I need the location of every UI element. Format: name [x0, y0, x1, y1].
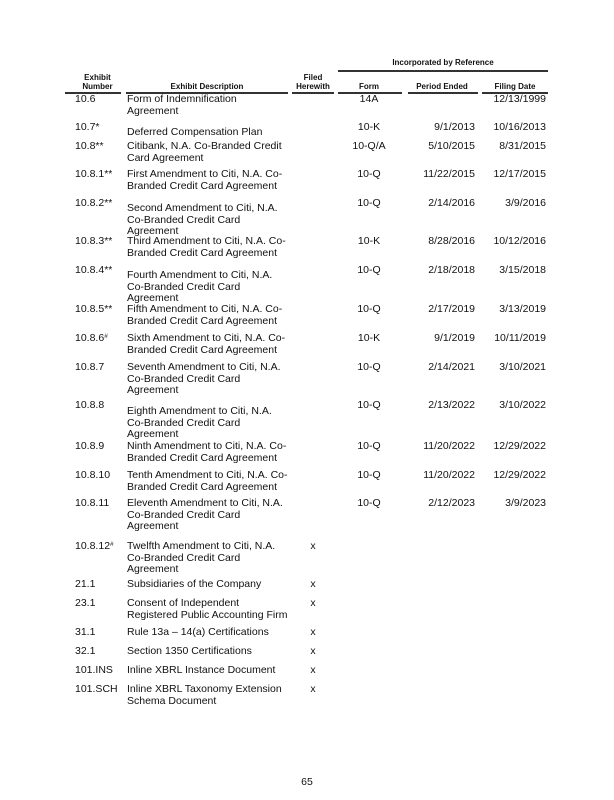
exhibit-number-text: 10.8.9	[75, 440, 105, 452]
exhibit-description: Eighth Amendment to Citi, N.A. Co-Branded Credit Card Agreement	[127, 405, 272, 440]
exhibit-description: First Amendment to Citi, N.A. Co-Branded Credit Card Agreement	[127, 168, 283, 192]
exhibit-number	[75, 122, 100, 134]
exhibit-number	[75, 141, 104, 153]
header-line: Exhibit	[84, 73, 111, 82]
exhibit-number-text: 10.8.11	[75, 497, 110, 509]
filed-herewith-mark: x	[310, 540, 316, 552]
period-ended: 2/13/2022	[428, 399, 475, 411]
filing-date: 3/10/2022	[499, 399, 546, 411]
exhibit-description-header: Exhibit Description	[170, 82, 244, 91]
exhibit-number	[75, 598, 95, 610]
exhibit-number	[75, 265, 112, 277]
period-ended: 5/10/2015	[428, 140, 475, 152]
form: 10-K	[357, 121, 381, 133]
exhibit-number-text: 10.8**	[75, 140, 104, 152]
exhibit-description: Rule 13a – 14(a) Certifications	[127, 626, 269, 638]
period-ended: 2/14/2021	[428, 361, 475, 373]
filed-herewith-mark: x	[310, 626, 316, 638]
exhibit-number	[75, 470, 110, 482]
period-ended: 11/20/2022	[423, 440, 475, 452]
filing-date: 3/13/2019	[499, 303, 546, 315]
form: 10-Q	[357, 469, 381, 481]
filing-date: 3/15/2018	[499, 264, 546, 276]
exhibit-number-text: 32.1	[75, 645, 96, 657]
exhibit-number-text: 10.8.5**	[75, 303, 113, 315]
filing-date: 12/29/2022	[493, 440, 546, 452]
exhibit-number	[75, 441, 104, 453]
exhibit-description: Sixth Amendment to Citi, N.A. Co-Branded Credit Card Agreement	[127, 332, 286, 356]
exhibit-description: Inline XBRL Taxonomy Extension Schema Document	[127, 683, 282, 707]
filing-date: 8/31/2015	[499, 140, 546, 152]
group-rule	[338, 70, 548, 72]
period-ended: 9/1/2019	[434, 332, 475, 344]
header-rule	[408, 92, 478, 94]
exhibit-number	[75, 579, 95, 591]
form: 10-Q	[357, 197, 381, 209]
filing-date: 12/13/1999	[493, 93, 546, 105]
period-ended: 11/20/2022	[423, 469, 475, 481]
exhibit-number	[75, 665, 113, 677]
exhibit-description: Subsidiaries of the Company	[127, 578, 262, 590]
exhibit-description: Inline XBRL Instance Document	[127, 664, 276, 676]
footnote-marker: #	[110, 541, 114, 548]
form: 10-Q	[357, 399, 381, 411]
exhibit-number	[75, 333, 108, 345]
exhibit-number	[75, 304, 112, 316]
header-line: Number	[82, 82, 113, 91]
exhibit-description: Twelfth Amendment to Citi, N.A. Co-Branded Credit Card Agreement	[127, 540, 276, 575]
exhibit-number	[75, 646, 95, 658]
exhibit-number-text: 23.1	[75, 597, 96, 609]
form: 10-Q	[357, 264, 381, 276]
exhibit-number	[75, 627, 95, 639]
exhibit-description: Eleventh Amendment to Citi, N.A. Co-Branded Credit Card Agreement	[127, 497, 283, 532]
exhibit-description: Fourth Amendment to Citi, N.A. Co-Branded Credit Card Agreement	[127, 269, 273, 304]
exhibit-description: Fifth Amendment to Citi, N.A. Co-Branded Credit Card Agreement	[127, 303, 283, 327]
period-ended: 2/18/2018	[428, 264, 475, 276]
filed-herewith-mark: x	[310, 645, 316, 657]
header-line: Herewith	[296, 82, 330, 91]
form: 10-Q	[357, 497, 381, 509]
incorporated-by-reference-header: Incorporated by Reference	[392, 58, 494, 67]
exhibit-description: Citibank, N.A. Co-Branded Credit Card Agreement	[127, 140, 282, 164]
exhibit-description: Second Amendment to Citi, N.A. Co-Branded Credit Card Agreement	[127, 202, 278, 237]
filing-date: 3/9/2023	[505, 497, 546, 509]
period-ended: 2/12/2023	[428, 497, 475, 509]
exhibit-number-text: 10.7*	[75, 121, 100, 133]
exhibit-description: Form of Indemnification Agreement	[127, 93, 237, 117]
exhibit-number-text: 10.8.10	[75, 469, 111, 481]
exhibit-number	[75, 498, 109, 510]
form-header: Form	[359, 82, 379, 91]
period-ended: 2/17/2019	[428, 303, 475, 315]
exhibit-number-text: 101.INS	[75, 664, 113, 676]
exhibit-number-text: 10.6	[75, 93, 96, 105]
filing-date-header: Filing Date	[494, 82, 536, 91]
filing-date: 10/16/2013	[493, 121, 546, 133]
footnote-marker: #	[104, 333, 108, 340]
exhibit-number	[75, 169, 112, 181]
form: 10-K	[357, 235, 381, 247]
filed-herewith-header	[292, 73, 334, 91]
header-rule	[292, 92, 334, 94]
form: 10-Q	[357, 361, 381, 373]
exhibit-number	[75, 400, 104, 412]
filing-date: 10/11/2019	[494, 332, 546, 344]
exhibit-number-text: 10.8.4**	[75, 264, 113, 276]
exhibit-number	[75, 198, 112, 210]
exhibit-number-text: 10.8.1**	[75, 168, 113, 180]
filing-date: 3/10/2021	[499, 361, 546, 373]
filed-herewith-mark: x	[310, 578, 316, 590]
exhibit-number-text: 21.1	[75, 578, 96, 590]
exhibit-number-text: 10.8.8	[75, 399, 105, 411]
filed-herewith-mark: x	[310, 683, 316, 695]
period-ended-header: Period Ended	[416, 82, 468, 91]
exhibit-description: Ninth Amendment to Citi, N.A. Co-Branded Credit Card Agreement	[127, 440, 287, 464]
exhibit-number	[75, 362, 104, 374]
filing-date: 10/12/2016	[493, 235, 546, 247]
header-line: Filed	[303, 73, 323, 82]
filing-date: 12/29/2022	[493, 469, 546, 481]
period-ended: 8/28/2016	[428, 235, 475, 247]
filing-date: 3/9/2016	[505, 197, 546, 209]
exhibit-number-text: 10.8.3**	[75, 235, 113, 247]
exhibit-number-text: 10.8.6	[75, 332, 105, 344]
form: 14A	[359, 93, 379, 105]
form: 10-Q	[357, 168, 381, 180]
period-ended: 11/22/2015	[423, 168, 475, 180]
exhibit-description: Seventh Amendment to Citi, N.A. Co-Branded Credit Card Agreement	[127, 361, 281, 396]
form: 10-K	[357, 332, 381, 344]
page-number: 65	[301, 776, 313, 788]
exhibit-description: Section 1350 Certifications	[127, 645, 252, 657]
exhibit-description: Deferred Compensation Plan	[127, 126, 263, 138]
exhibit-description: Tenth Amendment to Citi, N.A. Co-Branded Credit Card Agreement	[127, 469, 288, 493]
form: 10-Q	[357, 440, 381, 452]
exhibit-number-text: 31.1	[75, 626, 96, 638]
period-ended: 9/1/2013	[434, 121, 475, 133]
exhibit-description: Consent of Independent Registered Public Accounting Firm	[127, 597, 288, 621]
filing-date: 12/17/2015	[493, 168, 546, 180]
exhibit-number	[75, 236, 112, 248]
filed-herewith-mark: x	[310, 664, 316, 676]
exhibit-number-header	[75, 73, 120, 91]
filed-herewith-mark: x	[310, 597, 316, 609]
exhibit-number-text: 10.8.12	[75, 540, 111, 552]
exhibit-number	[75, 684, 118, 696]
exhibit-number	[75, 541, 114, 553]
exhibit-description: Third Amendment to Citi, N.A. Co-Branded Credit Card Agreement	[127, 235, 286, 259]
period-ended: 2/14/2016	[428, 197, 475, 209]
form: 10-Q/A	[352, 140, 386, 152]
exhibit-number	[75, 94, 95, 106]
form: 10-Q	[357, 303, 381, 315]
exhibit-number-text: 101.SCH	[75, 683, 118, 695]
exhibit-number-text: 10.8.2**	[75, 197, 113, 209]
exhibit-number-text: 10.8.7	[75, 361, 105, 373]
